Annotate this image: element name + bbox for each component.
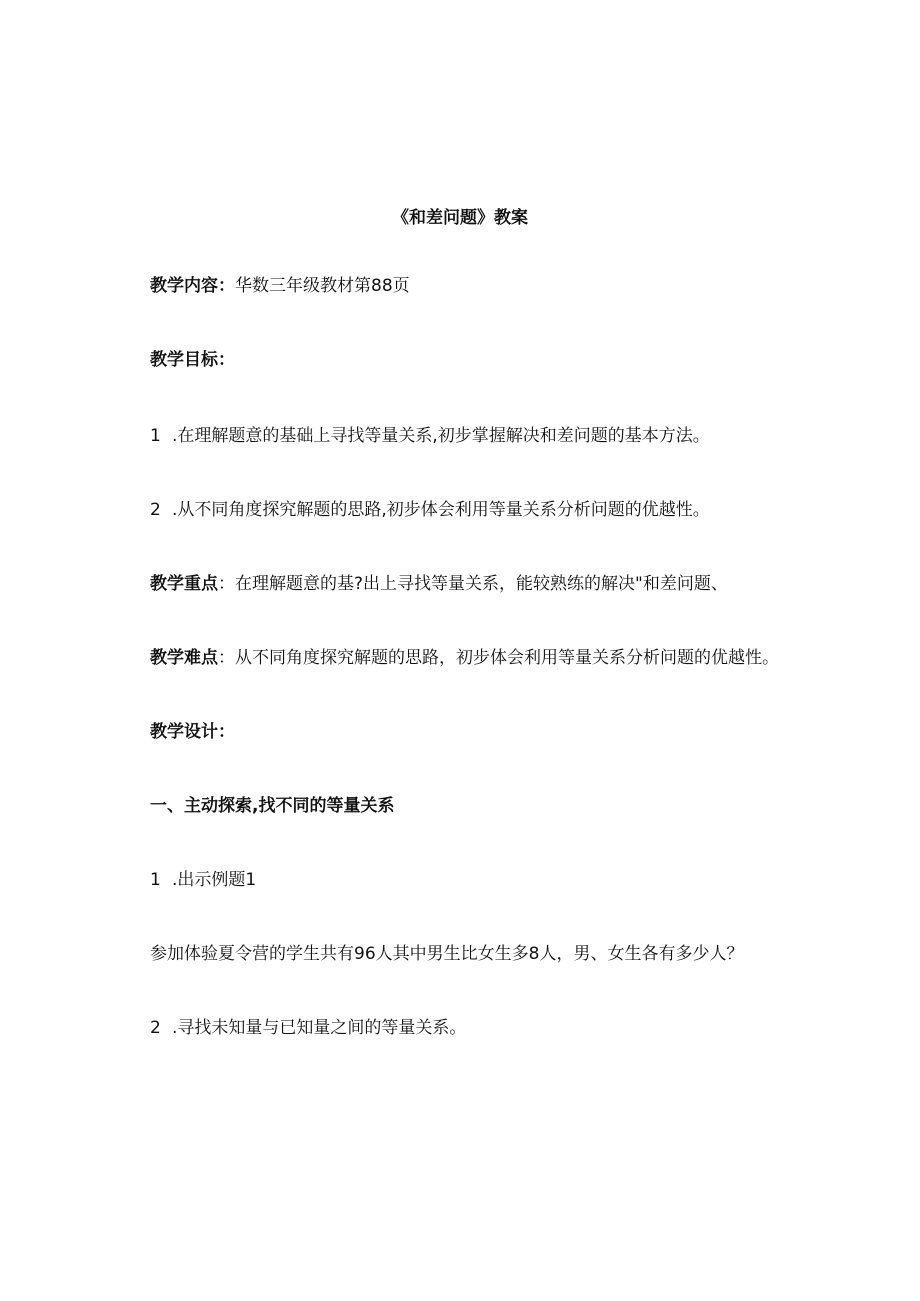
teaching-content-line: [150, 274, 410, 298]
section-item: [150, 1016, 466, 1040]
section-item-number: 2: [150, 1018, 161, 1038]
section-item-number: 1: [150, 870, 161, 890]
difficulty-label: 教学难点: [150, 648, 218, 668]
section-heading: 一、主动探索,找不同的等量关系: [150, 796, 395, 816]
goal-text: .在理解题意的基础上寻找等量关系,初步掌握解决和差问题的基本方法。: [172, 426, 710, 446]
example-problem: 参加体验夏令营的学生共有96人其中男生比女生多8人，男、女生各有多少人？: [150, 944, 744, 964]
teaching-goals-label: 教学目标：: [150, 350, 235, 370]
goal-item: [150, 498, 710, 522]
document-title: 《和差问题》教案: [392, 208, 528, 228]
teaching-content-text: 华数三年级教材第88页: [235, 276, 410, 296]
key-point-label: 教学重点: [150, 574, 218, 594]
goal-number: 2: [150, 500, 161, 520]
key-point-text: ：在理解题意的基?出上寻找等量关系，能较熟练的解决"和差问题、: [218, 574, 728, 594]
goal-number: 1: [150, 426, 161, 446]
teaching-content-label: 教学内容：: [150, 276, 235, 296]
section-item-text: .出示例题1: [172, 870, 257, 890]
key-point-line: [150, 572, 728, 596]
section-item: [150, 868, 256, 892]
design-label: 教学设计：: [150, 722, 235, 742]
section-item-text: .寻找未知量与已知量之间的等量关系。: [172, 1018, 467, 1038]
goal-item: [150, 424, 710, 448]
goal-text: .从不同角度探究解题的思路,初步体会利用等量关系分析问题的优越性。: [172, 500, 710, 520]
difficulty-line: [150, 646, 779, 670]
difficulty-text: ：从不同角度探究解题的思路，初步体会利用等量关系分析问题的优越性。: [218, 648, 779, 668]
